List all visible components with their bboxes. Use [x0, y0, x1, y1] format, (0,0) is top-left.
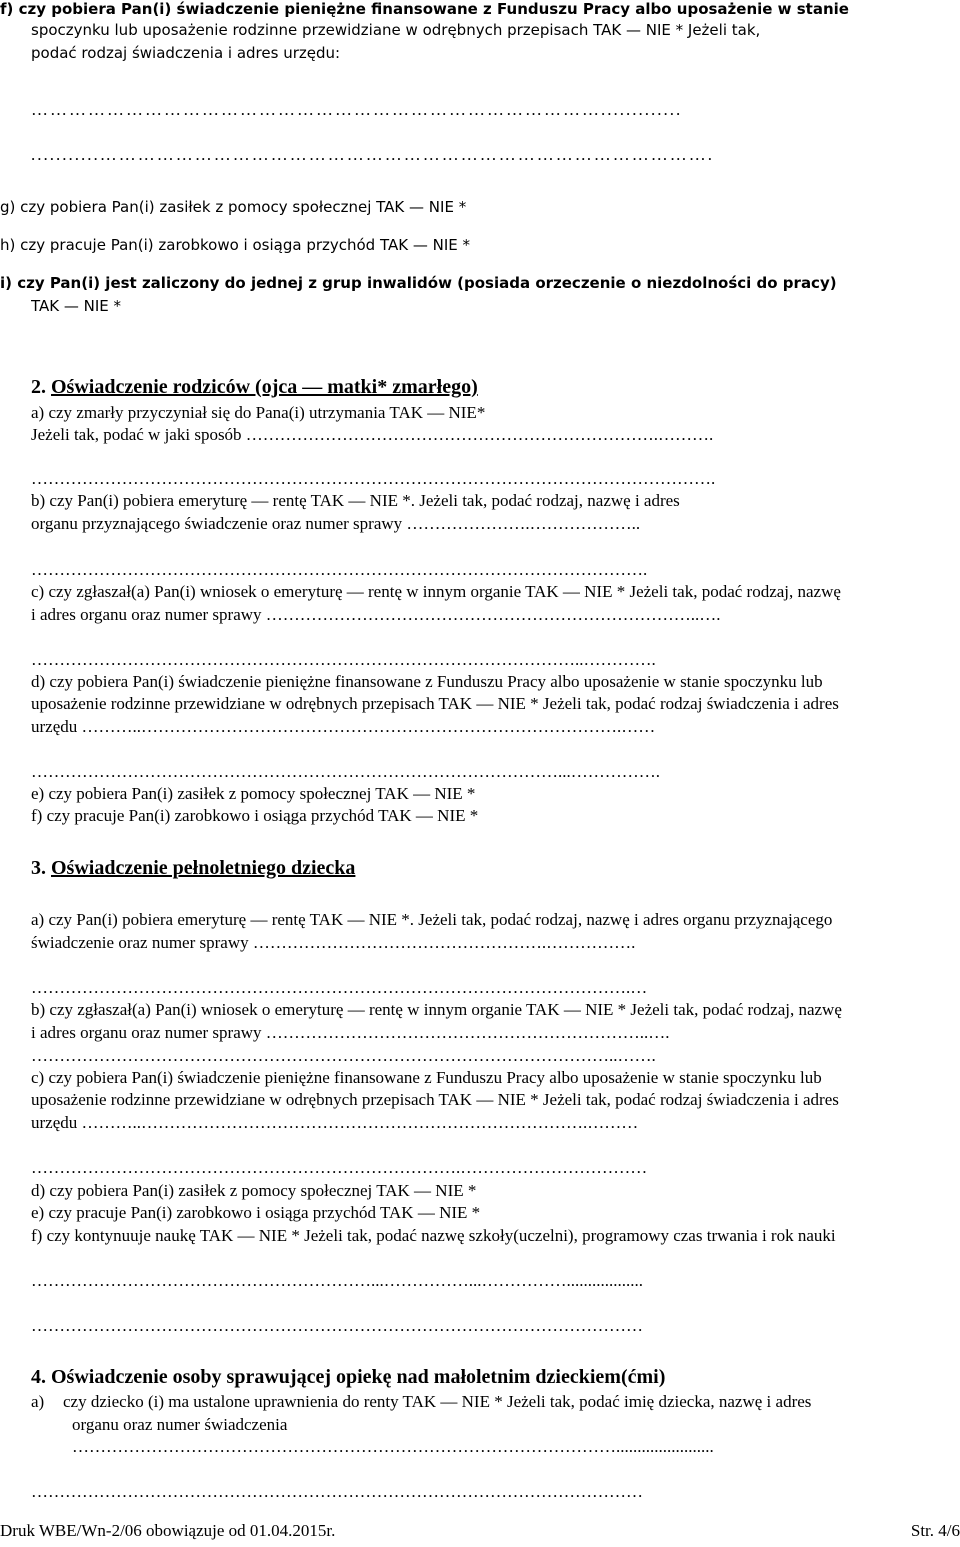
item-g: g) czy pobiera Pan(i) zasiłek z pomocy społecznej TAK — NIE *	[0, 198, 467, 216]
s2-item-d-dots: …………………………………………………………………………………...…………….	[31, 762, 660, 781]
section-4-number: 4.	[31, 1366, 46, 1388]
s2-item-d-line-3: urzędu ………..………………………………………………………………………….……	[31, 717, 656, 736]
s2-item-c-line-2: i adres organu oraz numer sprawy …………………………………………………………………..….	[31, 605, 721, 624]
footer-page-number: Str. 4/6	[910, 1521, 960, 1540]
s2-item-b-line-2: organu przyznającego świadczenie oraz numer sprawy ………………….………………..	[31, 514, 641, 533]
item-f-line-3: podać rodzaj świadczenia i adres urzędu:	[31, 44, 341, 62]
section-2-title: Oświadczenie rodziców (ojca — matki* zmarłego)	[51, 376, 478, 398]
s3-item-a-line-2: świadczenie oraz numer sprawy …………………………………………….…………….	[31, 933, 636, 952]
s4-item-a-dots-1: …………………………………………………………………………………….......................	[72, 1437, 714, 1456]
item-f-line-2: spoczynku lub uposażenie rodzinne przewidziane w odrębnych przepisach TAK — NIE * Jeżeli tak,	[31, 21, 761, 39]
s2-item-d: d) czy pobiera Pan(i) świadczenie pieniężne finansowane z Funduszu Pracy albo uposażenie w stanie spoczynku lub	[31, 672, 823, 691]
s2-item-e: e) czy pobiera Pan(i) zasiłek z pomocy społecznej TAK — NIE *	[31, 784, 476, 803]
section-3-heading	[31, 857, 960, 880]
item-i-line-2: TAK — NIE *	[31, 297, 122, 315]
s2-item-a-line-2: Jeżeli tak, podać w jaki sposób ……………………………………………………………….……….	[31, 425, 714, 444]
s4-item-a-text: czy dziecko (i) ma ustalone uprawnienia do renty TAK — NIE * Jeżeli tak, podać imię dziecka, nazwę i adres	[63, 1392, 812, 1411]
s3-item-f-dots-2: ………………………………………………………………………………………………	[31, 1316, 643, 1335]
footer-left: Druk WBE/Wn-2/06 obowiązuje od 01.04.2015r.	[0, 1521, 336, 1540]
s4-item-a	[31, 1392, 960, 1412]
s2-item-a-dots: ………………………………………………………………………………………………………….	[31, 469, 716, 488]
s4-item-a-dots-2: ………………………………………………………………………………………………	[31, 1482, 643, 1501]
s2-item-d-line-2: uposażenie rodzinne przewidziane w odrębnych przepisach TAK — NIE * Jeżeli tak, podać rodzaj świadczenia i adres	[31, 694, 839, 713]
item-h: h) czy pracuje Pan(i) zarobkowo i osiąga przychód TAK — NIE *	[0, 236, 470, 254]
s3-item-a-dots: …………………………………………………………………………………………….…	[31, 978, 648, 997]
section-4-title: Oświadczenie osoby sprawującej opiekę nad małoletnim dzieckiem(ćmi)	[51, 1366, 666, 1388]
s2-item-c: c) czy zgłaszał(a) Pan(i) wniosek o emeryturę — rentę w innym organie TAK — NIE * Jeżeli tak, podać rodzaj, nazwę	[31, 582, 841, 601]
section-3-title: Oświadczenie pełnoletniego dziecka	[51, 857, 356, 879]
s3-item-b-dots: …………………………………………………………………………………………..…….	[31, 1046, 656, 1065]
item-f-dots-1: ……………………………………………………………………………….............	[31, 100, 683, 119]
section-3-number: 3.	[31, 857, 46, 879]
s3-item-c: c) czy pobiera Pan(i) świadczenie pieniężne finansowane z Funduszu Pracy albo uposażenie w stanie spoczynku lub	[31, 1068, 822, 1087]
s3-item-b-line-2: i adres organu oraz numer sprawy …………………………………………………………..….	[31, 1023, 670, 1042]
s3-item-c-dots: ………………………………………………………………….……………………………	[31, 1158, 648, 1177]
section-4-heading	[31, 1366, 960, 1389]
item-f-dots-2: ...........…………………………………………………………………………………….	[31, 145, 714, 164]
item-i-line-1: i) czy Pan(i) jest zaliczony do jednej z grup inwalidów (posiada orzeczenie o niezdolności do pracy)	[0, 274, 837, 292]
section-2-heading	[31, 376, 960, 399]
s4-item-a-line-2: organu oraz numer świadczenia	[72, 1415, 288, 1434]
s3-item-f-dots-1: ……………………………………………………...……………...……………..................	[31, 1271, 643, 1290]
s3-item-a: a) czy Pan(i) pobiera emeryturę — rentę TAK — NIE *. Jeżeli tak, podać rodzaj, nazwę i adres organu przyznającego	[31, 910, 833, 929]
s3-item-c-line-2: uposażenie rodzinne przewidziane w odrębnych przepisach TAK — NIE * Jeżeli tak, podać rodzaj świadczenia i adres	[31, 1090, 839, 1109]
item-f-line-1: f) czy pobiera Pan(i) świadczenie pieniężne finansowane z Funduszu Pracy albo uposażenie w stanie	[0, 0, 849, 18]
s2-item-f: f) czy pracuje Pan(i) zarobkowo i osiąga przychód TAK — NIE *	[31, 806, 479, 825]
s2-item-b: b) czy Pan(i) pobiera emeryturę — rentę TAK — NIE *. Jeżeli tak, podać rodzaj, nazwę i adres	[31, 491, 680, 510]
s4-item-a-label: a)	[31, 1392, 45, 1411]
s2-item-b-dots: ……………………………………………………………………………………………….	[31, 560, 648, 579]
s3-item-e: e) czy pracuje Pan(i) zarobkowo i osiąga przychód TAK — NIE *	[31, 1203, 481, 1222]
s3-item-d: d) czy pobiera Pan(i) zasiłek z pomocy społecznej TAK — NIE *	[31, 1181, 477, 1200]
s3-item-f: f) czy kontynuuje naukę TAK — NIE * Jeżeli tak, podać nazwę szkoły(uczelni), programowy czas trwania i rok nauki	[31, 1226, 836, 1245]
s3-item-c-line-3: urzędu ………..…………………………………………………………………….………	[31, 1113, 639, 1132]
section-2-number: 2.	[31, 376, 46, 398]
s2-item-a: a) czy zmarły przyczyniał się do Pana(i) utrzymania TAK — NIE*	[31, 403, 486, 422]
s3-item-b: b) czy zgłaszał(a) Pan(i) wniosek o emeryturę — rentę w innym organie TAK — NIE * Jeżeli tak, podać rodzaj, nazwę	[31, 1000, 842, 1019]
s2-item-c-dots: ……………………………………………………………………………………..………….	[31, 650, 656, 669]
